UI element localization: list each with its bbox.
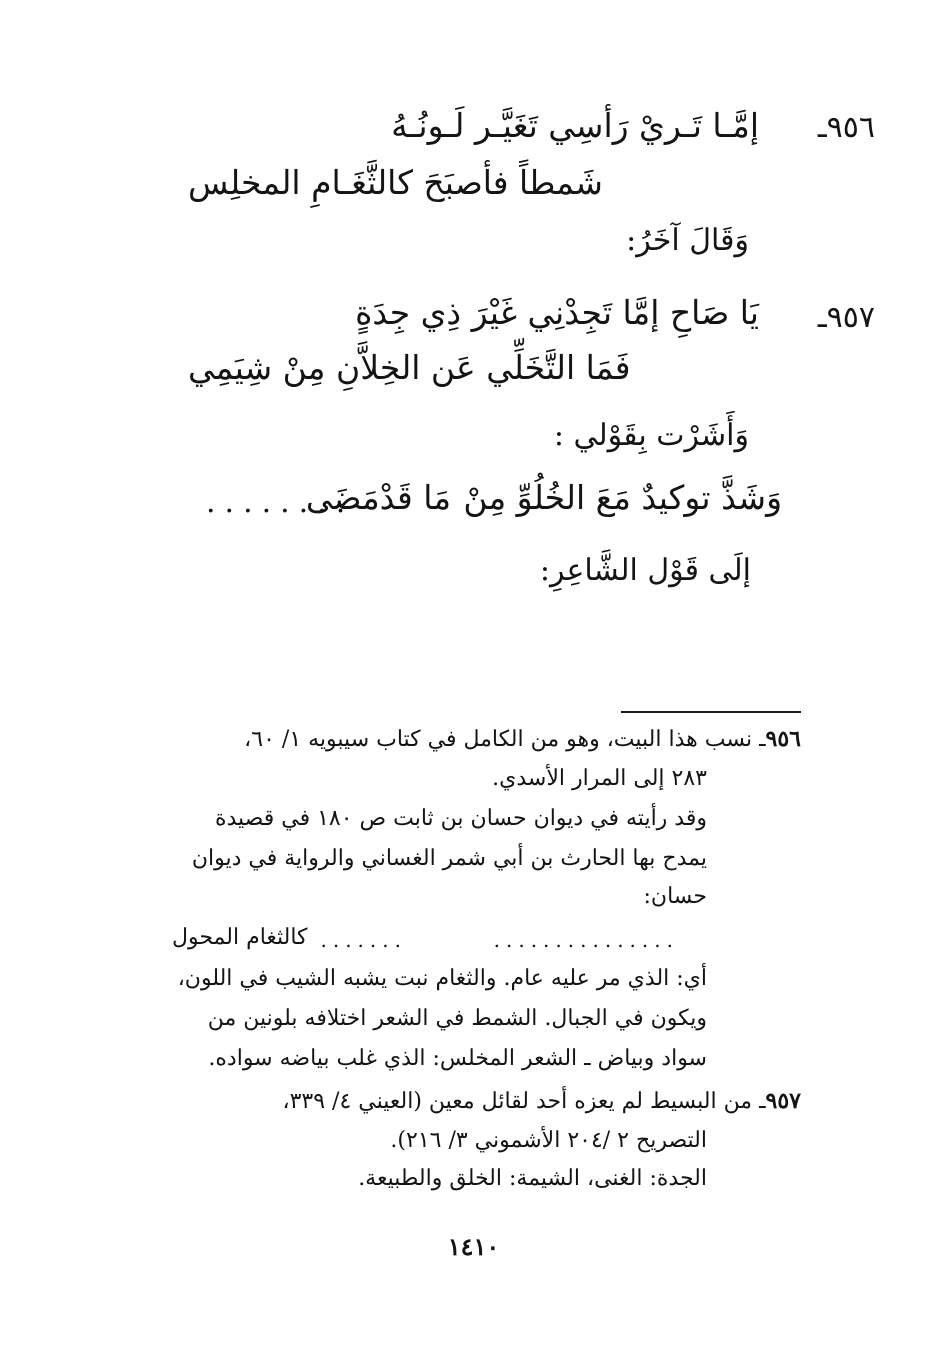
intro-text: إلَى قَوْل الشَّاعِرِ: (539, 553, 751, 588)
footnote-957 (282, 1088, 801, 1114)
footnote-line: الجدة: الغنى، الشيمة: الخلق والطبيعة. (358, 1166, 707, 1191)
footnote-line: ٢٨٣ إلى المرار الأسدي. (492, 766, 707, 791)
verse-number: ٩٥٦ـ (817, 110, 875, 145)
footnote-separator (621, 711, 801, 713)
footnote-line: سواد وبياض ـ الشعر المخلس: الذي غلب بياضه سواده. (208, 1046, 707, 1071)
footnote-line: التصريح ٢ /٢٠٤ الأشموني ٣/ ٢١٦). (390, 1128, 707, 1153)
verse-second-hemistich: فَمَا التَّخَلِّي عَن الخِلاَّنِ مِنْ شِيَمِي (188, 348, 631, 387)
footnote-number: ٩٥٦ (765, 726, 801, 752)
footnote-line: ـ نسب هذا البيت، وهو من الكامل في كتاب سيبويه ١/ ٦٠، (244, 727, 766, 752)
verse-second-hemistich: شَمطاً فأصبَحَ كالثَّغَـامِ المخلِس (188, 163, 603, 202)
footnote-line: ـ من البسيط لم يعزه أحد لقائل معين (العيني ٤/ ٣٣٩، (282, 1089, 766, 1114)
quote-ellipsis: ........ (206, 485, 355, 520)
intro-text: وَأَشَرْت بِقَوْلي : (553, 418, 749, 453)
footnote-956 (244, 726, 801, 752)
verse-number: ٩٥٧ـ (817, 300, 875, 335)
intro-text: وَقَالَ آخَرُ: (626, 223, 749, 258)
quote-right: وَشَذَّ توكيدٌ مَعَ الخُلُوِّ مِنْ (463, 478, 782, 517)
footnote-line: ويكون في الجبال. الشمط في الشعر اختلافه بلونين من (207, 1006, 707, 1031)
verse-first-hemistich: يَا صَاحِ إمَّا تَجِدْنِي غَيْرَ ذِي جِدَةٍ (355, 293, 759, 332)
footnote-number: ٩٥٧ (765, 1088, 801, 1114)
footnote-line: يمدح بها الحارث بن أبي شمر الغساني والرواية في ديوان (191, 846, 707, 871)
verse-first-hemistich: إمَّـا تَـريْ رَأسِي تَغَيَّـر لَـونُـهُ (391, 106, 759, 145)
footnote-line: أي: الذي مر عليه عام. والثغام نبت يشبه الشيب في اللون، (177, 966, 707, 991)
footnote-ellipsis: ....... (320, 928, 407, 952)
footnote-line: حسان: (643, 884, 707, 909)
footnote-line: وقد رأيته في ديوان حسان بن ثابت ص ١٨٠ في قصيدة (214, 806, 707, 831)
quote-middle: مَا قَدْمَضَى (305, 478, 451, 517)
footnote-ellipsis: ............... (493, 928, 679, 952)
page-number: ١٤١٠ (447, 1232, 500, 1261)
footnote-verse-fragment: كالثغام المحول (172, 925, 308, 950)
